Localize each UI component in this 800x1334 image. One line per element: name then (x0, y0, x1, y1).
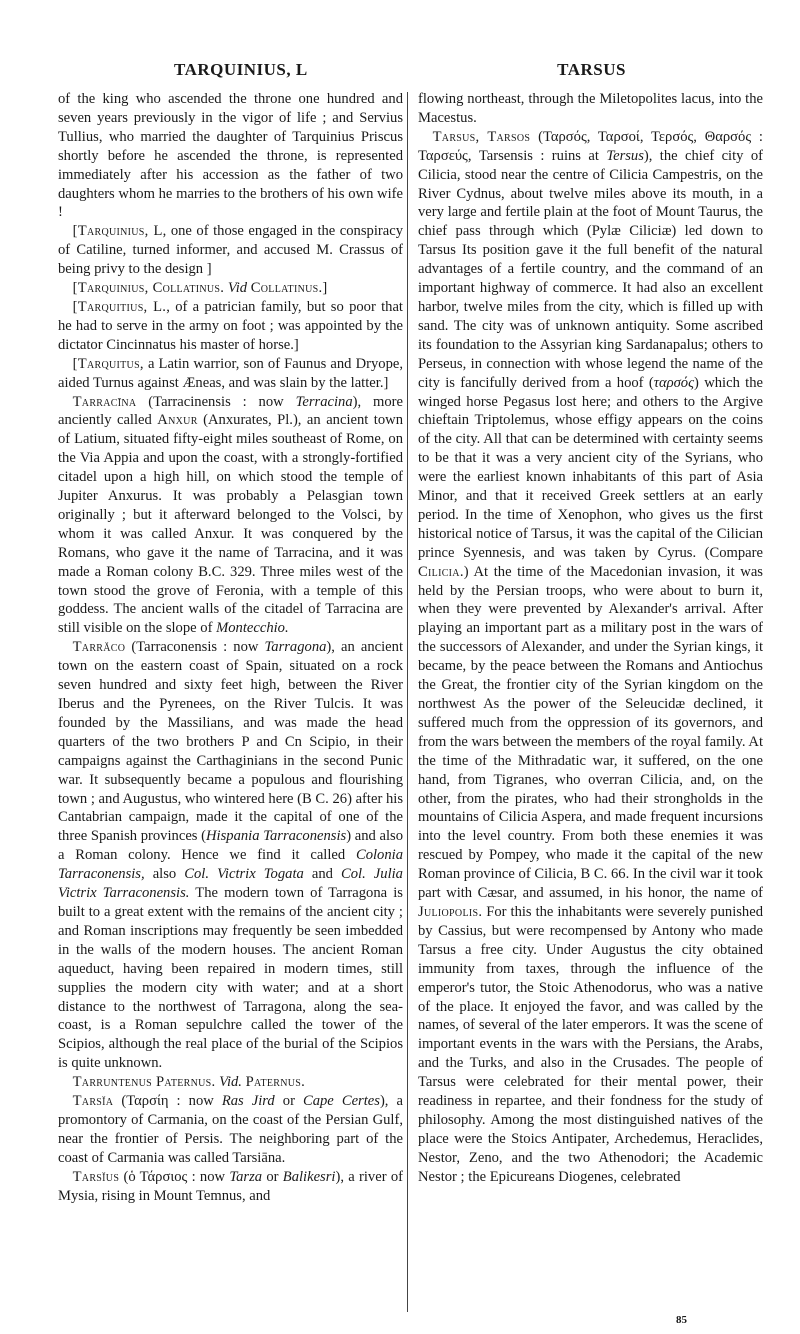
entry-text: a Latin warrior, son of Faunus and Dryope, aided Turnus against Æneas, and was slain by the latter.] (58, 355, 403, 391)
entry-text: and (303, 866, 341, 883)
entry-crossref: Collatinus.] (250, 280, 328, 297)
right-column (418, 90, 763, 1187)
entry-text: ), more anciently called (58, 393, 403, 429)
entry-tarquitus (58, 355, 403, 393)
entry-text: (Anxurates, Pl.), an ancient town of Latium, situated fifty-eight miles southeast of Rome, on the Via Appia and upon the coast, with a strongly-fortified citadel upon a high hill, on which stood the temple of Jupiter Anxurus. It was probably a Pelasgian town originally ; but it afterward belonged to the Volsci, by whom it was called Anxur. It was conquered by the Romans, who gave it the name of Tarracina, and it was made a Roman colony B.C. 329. Three miles west of the town stood the grove of Feronia, with a temple of this goddess. The ancient walls of the citadel of Tarracina are still visible on the slope of (58, 412, 403, 637)
entry-tarquinius-collatinus (58, 279, 403, 298)
entry-text: or (262, 1168, 283, 1185)
signature-mark: 85 (676, 1314, 687, 1326)
entry-text: The modern town of Tarragona is built to a great extent with the remains of the ancient city ; and Roman inscriptions may frequently be seen imbedded in the walls of the modern houses. The ancient Roman aqueduct, having been repaired in modern times, still supplies the modern city with water; and at a short distance to the northwest of Tarragona, along the sea-coast, is a Roman sepulchre called the tower of the Scipios, although the real place of the burial of the Scipios is quite unknown. (58, 885, 403, 1072)
header-right-guideword: TARSUS (557, 60, 626, 79)
entry-italic: Tarza (229, 1168, 263, 1185)
entry-text: (Tarraconensis : now (125, 639, 265, 656)
entry-italic: ταρσός (653, 374, 695, 391)
entry-headword: [Tarquitus, (72, 355, 144, 372)
entry-italic: Cape Certes (302, 1093, 380, 1110)
entry-headword: Tarracīna (72, 393, 137, 410)
entry-text: ), a river of Mysia, rising in Mount Temnus, and (58, 1168, 403, 1204)
entry-italic: Balikesri (282, 1168, 336, 1185)
entry-tarsius (58, 1168, 403, 1206)
entry-crossref: Paternus. (245, 1074, 306, 1091)
entry-crossref: Cilicia. (418, 563, 464, 580)
entry-headword: Tarsĭus (72, 1168, 120, 1185)
entry-crossref: Juliopolis. (418, 903, 483, 920)
entry-headword: Tarrăco (72, 639, 126, 656)
entry-text: ), the chief city of Cilicia, stood near the centre of Cilicia Campestris, on the River Cydnus, about twelve miles above its mouth, in a very large and fertile plain at the foot of Mount Taurus, the chief pass through which (Pylæ Ciliciæ) led down to Tarsus Its position gave it the full benefit of the natural advantages of a fertile country, and the command of an important highway of commerce. It had also an excellent harbor, twelve miles from the city, which is filled up with sand. The city was of unknown antiquity. Some ascribed its foundation to the Assyrian king Sardanapalus; others to Perseus, in connection with whose legend the name of the city is fancifully derived from a hoof ( (418, 147, 764, 391)
entry-text: (Ταρσός, Ταρσοί, Τερσός, Θαρσός : Ταρσεύς, Tarsensis : ruins at (418, 128, 763, 164)
entry-italic: Col. Julia Victrix Tarraconensis. (58, 866, 403, 902)
entry-text: (ὁ Τάρσιος : now (119, 1168, 230, 1185)
entry-tarracina (58, 393, 403, 639)
entry-headword: [Tarquinius, L (72, 223, 163, 240)
entry-continuation: of the king who ascended the throne one hundred and seven years previously in the vigor of life ; and Servius Tullius, who married the daughter of Tarquinius Priscus shortly before he ascended the throne, is represented immediately after his accession as the father of two daughters whom he marries to the brothers of his own wife ! (58, 91, 403, 221)
entry-text: (Tarracinensis : now (136, 393, 296, 410)
entry-headword: [Tarquitius, L. (72, 298, 167, 315)
running-header (48, 60, 752, 86)
entry-tarsia (58, 1092, 403, 1168)
entry-tarsus (418, 128, 763, 1187)
entry-italic: Montecchio. (216, 620, 289, 637)
entry-vid: Vid. (219, 1074, 242, 1091)
entry-text: ) At the time of the Macedonian invasion, it was held by the Persian troops, who were about to burn it, when they were prevented by Alexander's arrival. After playing an important part as a military post in the wars of the successors of Alexander, and under the Syrian kings, it became, by the peace between the Romans and Antiochus the Great, the frontier city of the Syrian kingdom on the northwest As the power of the Seleucidæ declined, it suffered much from the oppression of its governors, and from the wars between the members of the royal family. At the time of the Mithradatic war, it suffered, on the one hand, from Tigranes, who overran Cilicia, and, on the other, from the pirates, who had their strongholds in the mountains of Cilicia Aspera, and made frequent incursions into the level country. From both these enemies it was rescued by Pompey, who made it the capital of the new Roman province of Cilicia, B C. 66. In the civil war it took part with Cæsar, and assumed, in his honor, the name of (418, 563, 763, 902)
entry-italic: Hispania Tarraconensis (206, 828, 347, 845)
entry-text: , one of those engaged in the conspiracy of Catiline, turned informer, and accused M. Crassus of being privy to the design ] (58, 223, 404, 278)
left-column (58, 90, 403, 1205)
entry-tarquitius (58, 298, 403, 355)
entry-text: ) which the winged horse Pegasus lost here; and others to the Argive chieftain Triptolemus, whose effigy appears on the coins of the city. All that can be determined with certainty seems to be that it was a very ancient city of the Syrians, who were the earliest known inhabitants of this part of Asia Minor, and that it received Greek settlers at an early period. In the time of Xenophon, who gives us the first historical notice of Tarsus, it was the capital of the Cilician prince Syennesis, and was taken by Cyrus. (Compare (418, 374, 763, 561)
entry-italic: Ras Jird (221, 1093, 275, 1110)
entry-headword: Tarruntenus Paternus. (72, 1074, 216, 1091)
entry-tarquinius-l (58, 222, 403, 279)
entry-text: ), a promontory of Carmania, on the coast of the Persian Gulf, near the frontier of Persis. The neighboring part of the coast of Carmania was called Tarsiāna. (58, 1093, 403, 1166)
entry-vid: Vid (227, 280, 248, 297)
entry-continuation: flowing northeast, through the Miletopolites lacus, into the Macestus. (418, 91, 763, 126)
entry-text: ), an ancient town on the eastern coast of Spain, situated on a rock seven hundred and sixty feet high, between the River Iberus and the Pyrenees, on the River Tulcis. It was founded by the Massilians, and was made the head quarters of the two brothers P and Cn Scipio, in their campaigns against the Carthaginians in the second Punic war. It subsequently became a populous and flourishing town ; and Augustus, who wintered here (B C. 26) after his Cantabrian campaign, made it the capital of one of the three Spanish provinces ( (58, 639, 403, 845)
entry-tarraco (58, 638, 403, 1073)
entry-crossref: Anxur (157, 412, 198, 429)
entry-italic: Tarragona (264, 639, 327, 656)
entry-text: For this the inhabitants were severely punished by Cassius, but were recompensed by Antony who made Tarsus a free city. Under Augustus the city obtained immunity from taxes, through the influence of the emperor's tutor, the Stoic Athenodorus, who was a native of the place. It enjoyed the favor, and was called by the names, of several of the later emperors. It was the scene of important events in the wars with the Persians, the Arabs, and the Turks, and also in the Crusades. The people of Tarsus were celebrated for their mental power, their readiness in repartee, and their fondness for the study of philosophy. Among the most distinguished natives of the place were the Stoics Antipater, Archedemus, Heraclides, Nestor, Zeno, and the two Athenodori; the Academic Nestor ; the Epicureans Diogenes, celebrated (418, 903, 763, 1185)
entry-text: also (144, 866, 185, 883)
column-divider (407, 92, 408, 1312)
entry-italic: Col. Victrix Togata (184, 866, 304, 883)
entry-italic: Terracina (295, 393, 353, 410)
header-left-guideword: TARQUINIUS, L (174, 60, 308, 79)
entry-italic: Colonia Tarraconensis, (58, 847, 403, 883)
entry-text: (Ταρσίη : now (113, 1093, 222, 1110)
entry-headword: Tarsĭa (72, 1093, 114, 1110)
entry-text: , of a patrician family, but so poor that he had to serve in the army on foot ; was appointed by the dictator Cincinnatus his master of horse.] (58, 298, 403, 353)
entry-headword: Tarsus, Tarsos (432, 128, 531, 145)
entry-italic: Tersus (606, 147, 644, 164)
entry-text: or (274, 1093, 303, 1110)
entry-headword: [Tarquinius, Collatinus. (72, 280, 225, 297)
entry-text: ) and also a Roman colony. Hence we find it called (58, 828, 403, 864)
entry-tarruntenus-paternus (58, 1073, 403, 1092)
